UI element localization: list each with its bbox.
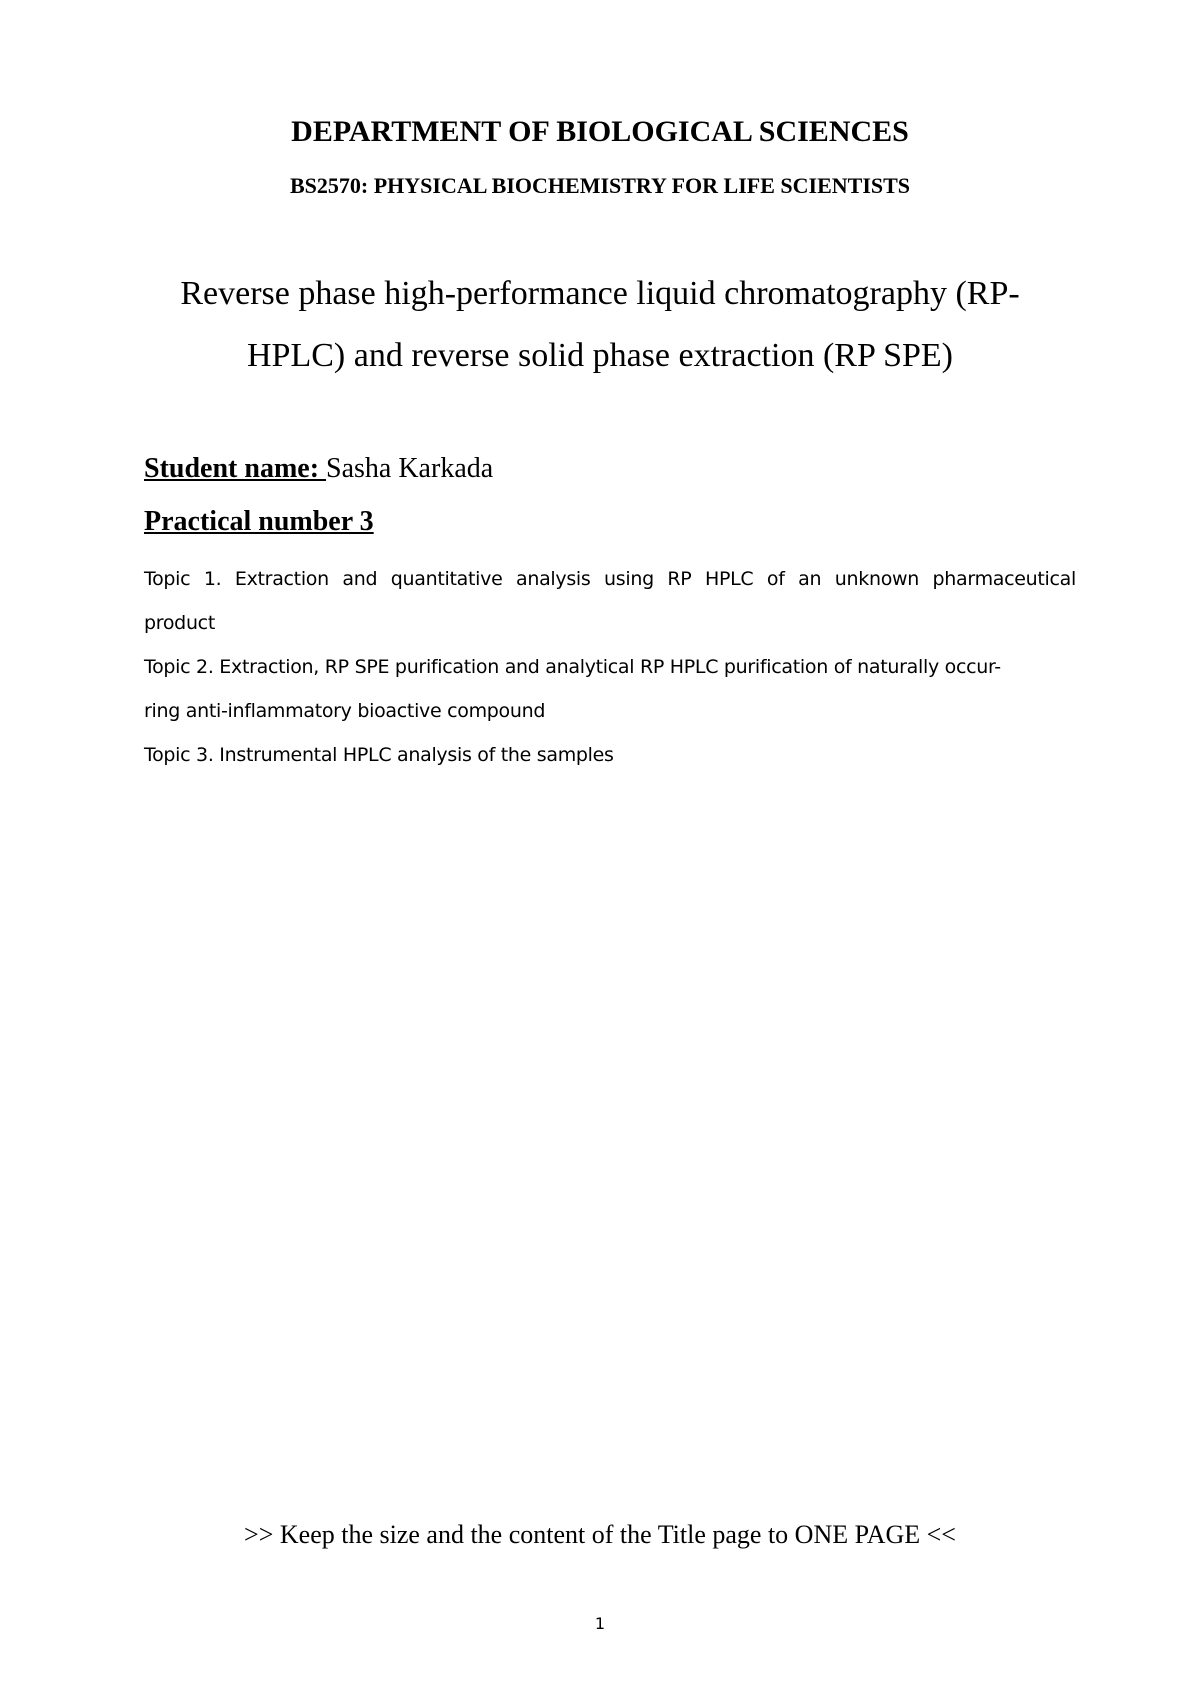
- topic-1-text-1: Topic 1. Extraction and quantitative analysis using RP HPLC of an unknown pharmaceutical: [144, 568, 1076, 590]
- student-name-label: Student name:: [144, 453, 327, 484]
- topic-1-line-2: product: [144, 612, 215, 634]
- title-page-note: >> Keep the size and the content of the Title page to ONE PAGE <<: [244, 1520, 956, 1549]
- topic-2: [144, 645, 1076, 733]
- practical-number-line: [144, 505, 374, 539]
- practical-number-label: Practical number 3: [144, 506, 374, 537]
- department-heading: DEPARTMENT OF BIOLOGICAL SCIENCES: [291, 115, 909, 148]
- topics-list: [144, 557, 1076, 777]
- topic-2-line-1: Topic 2. Extraction, RP SPE purification and analytical RP HPLC purification of naturally occur-: [144, 656, 1001, 678]
- topic-1-line-1: [144, 557, 1076, 601]
- topic-3: [144, 733, 1076, 777]
- student-name-line: [144, 452, 493, 486]
- course-heading: BS2570: PHYSICAL BIOCHEMISTRY FOR LIFE SCIENTISTS: [289, 173, 911, 198]
- topic-3-line-1: Topic 3. Instrumental HPLC analysis of the samples: [144, 744, 614, 766]
- page-number: 1: [594, 1614, 606, 1633]
- topic-2-line-2: ring anti-inflammatory bioactive compound: [144, 700, 546, 722]
- student-name-value: Sasha Karkada: [326, 453, 494, 484]
- report-title-line-1: Reverse phase high-performance liquid chromatography (RP-: [180, 275, 1020, 312]
- report-title: [0, 263, 1200, 387]
- report-title-line-2: HPLC) and reverse solid phase extraction (RP SPE): [247, 337, 953, 374]
- topic-1: [144, 557, 1076, 645]
